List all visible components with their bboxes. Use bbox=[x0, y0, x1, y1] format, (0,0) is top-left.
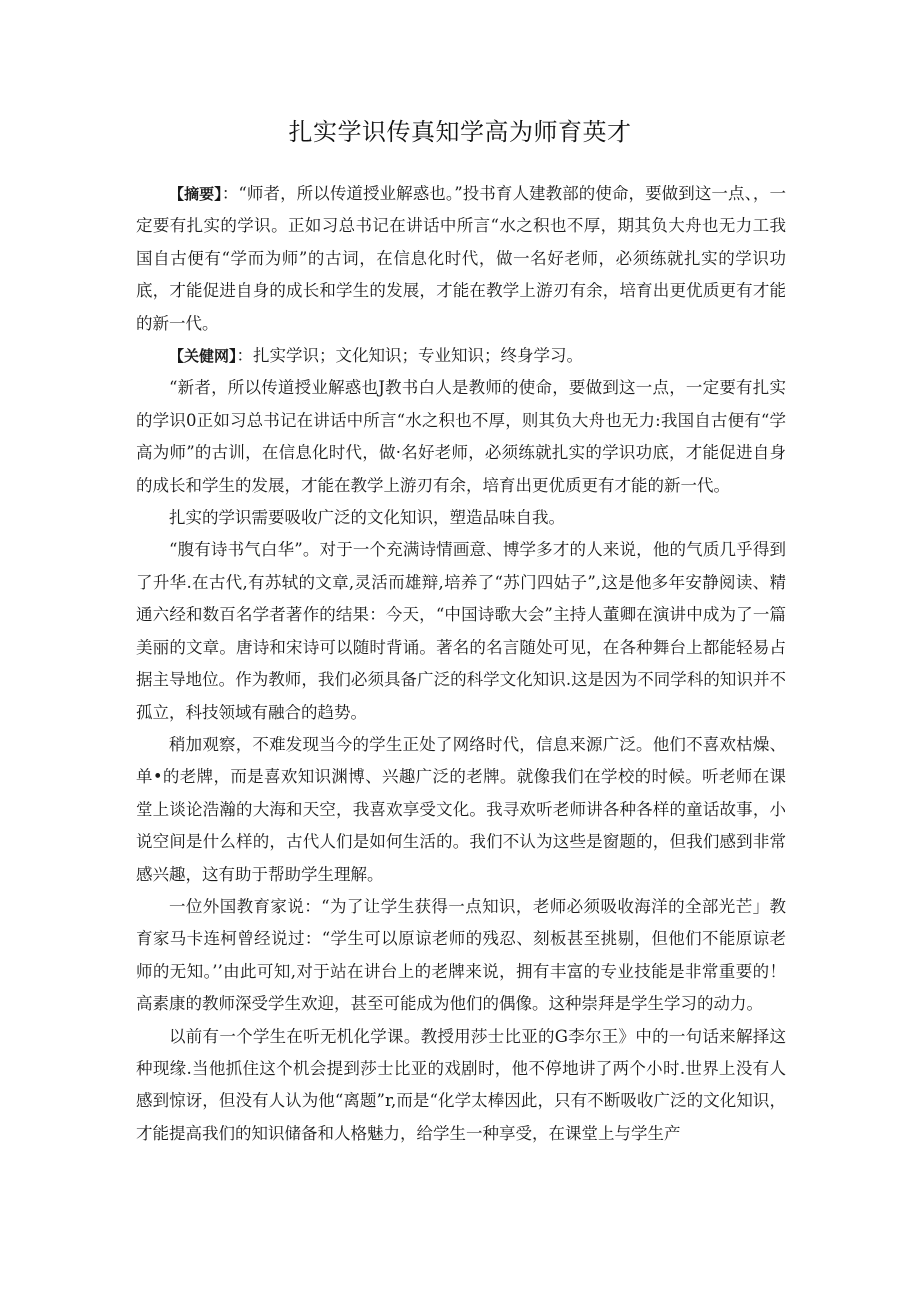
body-paragraph: 稍加观察，不难发现当今的学生正处了网络时代，信息来源广泛。他们不喜欢枯燥、单•的老牌，而是喜欢知识渊博、兴趣广泛的老牌。就像我们在学校的时候。听老师在课堂上谈论浩瀚的大海和天空，我喜欢享受文化。我寻欢听老师讲各种各样的童话故事，小说空间是什么样的，古代人们是如何生活的。我们不认为这些是窗题的，但我们感到非常感兴趣，这有助于帮助学生理解。 bbox=[136, 734, 786, 884]
body-paragraph: 以前有一个学生在听无机化学课。教授用莎士比亚的G李尔王》中的一句话来解择这种现缘.当他抓住这个机会提到莎士比亚的戏剧时，他不停地讲了两个小时.世界上没有人感到惊讶，但没有人认为他“离题”r,而是“化学太棒因此，只有不断吸收广泛的文化知识，才能提高我们的知识储备和人格魅力，给学生一种享受，在课堂上与学生产 bbox=[136, 1026, 786, 1143]
abstract-label: 【摘要】 bbox=[169, 185, 222, 203]
document-body bbox=[136, 178, 786, 1150]
keywords-paragraph bbox=[136, 340, 786, 372]
abstract-text: ：“师者，所以传道授业解惑也。”投书育人建教部的使命，要做到这一点、，一定要有扎实的学识。正如习总书记在讲话中所言“水之积也不厚，期其负大舟也无力工我国自古便有“学而为师”的古词，在信息化时代，做一名好老师，必须练就扎实的学识功底，才能促进自身的成长和学生的发展，才能在教学上游刃有余，培育出更优质更有才能的新一代。 bbox=[136, 184, 786, 333]
body-paragraph: 扎实的学识需要吸收广泛的文化知识，塑造品味自我。 bbox=[169, 508, 565, 528]
keywords-text: ：扎实学识；文化知识；专业知识；终身学习。 bbox=[236, 346, 584, 366]
document-title: 扎实学识传真知学高为师育英才 bbox=[288, 118, 632, 146]
body-paragraph: “新者，所以传道授业解惑也J教书白人是教师的使命，要做到这一点，一定要有扎实的学识0正如习总书记在讲话中所言“水之积也不厚，则其负大舟也无力:我国自古便有“学高为师”的古训，在信息化时代，做·名好老师，必须练就扎实的学识功底，才能促进自身的成长和学生的发展，才能在教学上游刃有余，培育出更优质更有才能的新一代。 bbox=[136, 378, 786, 495]
abstract-paragraph bbox=[136, 178, 786, 340]
body-paragraph: “腹有诗书气白华”。对于一个充满诗情画意、博学多才的人来说，他的气质几乎得到了升华.在古代,有苏轼的文章,灵活而雄辩,培养了“苏门四姑子”,这是他多年安静阅读、精通六经和数百名学者著作的结果：今天，“中国诗歌大会”主持人董卿在演讲中成为了一篇美丽的文章。唐诗和宋诗可以随时背诵。著名的名言随处可见，在各种舞台上都能轻易占据主导地位。作为教师，我们必须具备广泛的科学文化知识.这是因为不同学科的知识并不孤立，科技领域有融合的趋势。 bbox=[136, 540, 786, 722]
keywords-label: 【关健网】 bbox=[169, 347, 237, 366]
body-paragraph: 一位外国教育家说：“为了让学生获得一点知识，老师必须吸收海洋的全部光芒」教育家马卡连柯曾经说过：“学生可以原谅老师的残忍、刻板甚至挑剔，但他们不能原谅老师的无知。’’由此可知,对于站在讲台上的老牌来说，拥有丰富的专业技能是非常重要的！高素康的教师深受学生欢迎，甚至可能成为他们的偶像。这种崇拜是学生学习的动力。 bbox=[136, 896, 786, 1014]
